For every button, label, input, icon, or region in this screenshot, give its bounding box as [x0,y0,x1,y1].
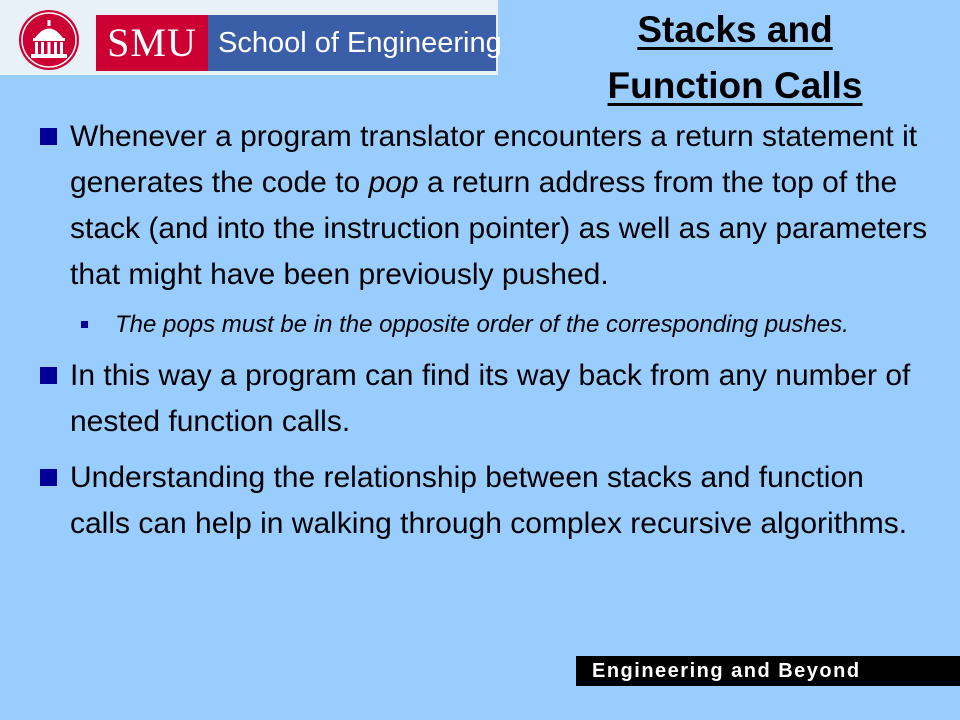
smu-dome-seal-icon [18,9,80,71]
bullet-item [30,114,930,298]
smu-logo [0,0,502,75]
small-square-bullet-icon [81,321,88,328]
title-line-1: Stacks and [637,9,833,50]
bullet-list [30,114,930,547]
title-line-2: Function Calls [607,65,863,106]
footer-tagline: Engineering and Beyond [576,656,960,686]
school-of-engineering-label: School of Engineering [208,15,496,71]
bullet-text-post: a return address from the top of the stack (and into the instruction pointer) as well as any parameters that might have been previously pushed. [70,166,928,291]
bullet-emphasis: pop [368,166,419,199]
bullet-text: In this way a program can find its way back from any number of nested function calls. [70,359,911,438]
square-bullet-icon [40,128,57,145]
sub-bullet-item [30,306,930,343]
slide-title [560,2,910,114]
bullet-item [30,455,930,547]
bullet-item [30,353,930,445]
bullet-text-pre: Whenever a program translator encounters a return statement it generates the code to [70,120,918,199]
square-bullet-icon [40,469,57,486]
smu-wordmark: SMU [96,15,208,71]
square-bullet-icon [40,367,57,384]
bullet-text: Understanding the relationship between stacks and function calls can help in walking through complex recursive algorithms. [70,461,908,540]
sub-bullet-text: The pops must be in the opposite order of the corresponding pushes. [115,311,849,338]
